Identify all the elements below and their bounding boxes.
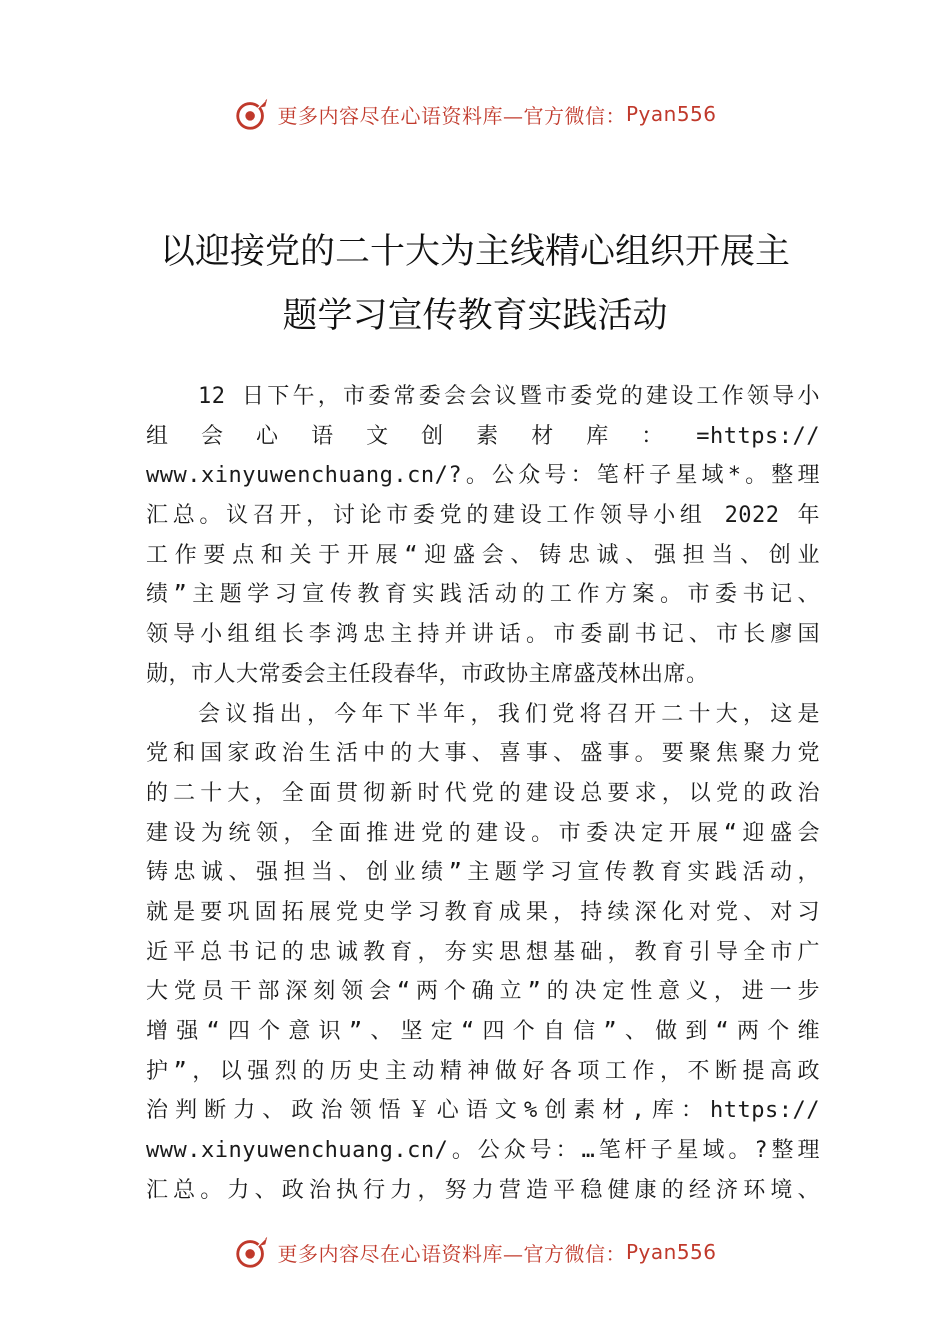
body-line: 组 会 心 语 文 创 素 材 库 ： =https:// xyxy=(146,423,820,449)
body-line: 建设为统领，全面推进党的建设。市委决定开展“迎盛会 xyxy=(146,820,820,846)
body-line: www.xinyuwenchuang.cn/。公众号：…笔杆子星域。?整理 xyxy=(146,1138,820,1164)
body-line: 领导小组组长李鸿忠主持并讲话。市委副书记、市长廖国 xyxy=(146,622,820,648)
body-line: 12 日下午，市委常委会会议暨市委党的建设工作领导小 xyxy=(198,384,820,409)
body-line: 工作要点和关于开展“迎盛会、铸忠诚、强担当、创业 xyxy=(146,542,820,568)
body-line: 近平总书记的忠诚教育，夯实思想基础，教育引导全市广 xyxy=(146,939,820,965)
document-title xyxy=(0,220,950,348)
header-banner xyxy=(0,94,950,134)
body-line: 党和国家政治生活中的大事、喜事、盛事。要聚焦聚力党 xyxy=(146,741,820,767)
body-line: 汇总。议召开，讨论市委党的建设工作领导小组 2022 年 xyxy=(146,503,820,529)
body-line: www.xinyuwenchuang.cn/?。公众号：笔杆子星域*。整理 xyxy=(146,463,820,489)
body-line: 的二十大，全面贯彻新时代党的建设总要求，以党的政治 xyxy=(146,780,820,806)
body-line: 铸忠诚、强担当、创业绩”主题学习宣传教育实践活动， xyxy=(146,860,820,886)
wechat-id: Pyan556 xyxy=(625,1240,717,1264)
footer-banner xyxy=(0,1232,950,1272)
title-line-1: 以迎接党的二十大为主线精心组织开展主 xyxy=(159,232,790,272)
banner-text: 更多内容尽在心语资料库—官方微信： xyxy=(277,103,626,128)
body-line: 增强“四个意识”、坚定“四个自信”、做到“两个维 xyxy=(146,1019,820,1044)
wechat-id: Pyan556 xyxy=(625,102,717,126)
body-line: 汇总。力、政治执行力，努力营造平稳健康的经济环境、 xyxy=(146,1177,820,1203)
quill-logo-icon xyxy=(233,1233,271,1271)
title-line-2: 题学习宣传教育实践活动 xyxy=(282,296,668,336)
body-line: 绩”主题学习宣传教育实践活动的工作方案。市委书记、 xyxy=(146,582,820,608)
body-line: 勋，市人大常委会主任段春华，市政协主席盛茂林出席。 xyxy=(146,661,709,687)
quill-logo-icon xyxy=(233,95,271,133)
body-line: 护”，以强烈的历史主动精神做好各项工作，不断提高政 xyxy=(146,1058,820,1084)
body-line: 大党员干部深刻领会“两个确立”的决定性意义，进一步 xyxy=(146,979,820,1005)
body-line: 会议指出，今年下半年，我们党将召开二十大，这是 xyxy=(198,701,820,727)
banner-text: 更多内容尽在心语资料库—官方微信： xyxy=(277,1241,626,1266)
body-line: 就是要巩固拓展党史学习教育成果，持续深化对党、对习 xyxy=(146,899,820,925)
document-body xyxy=(146,377,820,1210)
body-line: 治判断力、政治领悟￥心语文%创素材,库：https:// xyxy=(146,1098,820,1124)
